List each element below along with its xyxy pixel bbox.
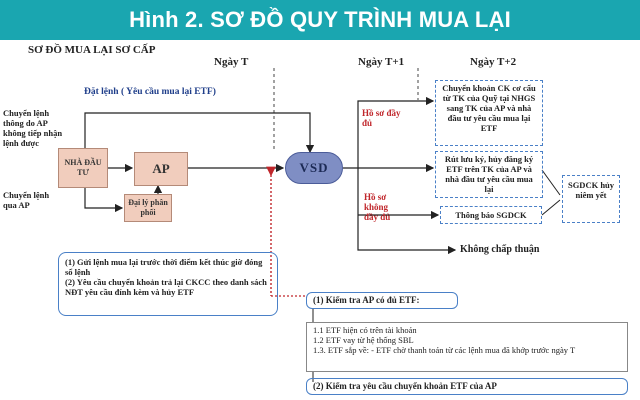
- withdraw-box: [435, 151, 543, 198]
- check-item-1: 1.1 ETF hiện có trên tài khoản: [313, 325, 417, 335]
- day-label-t1: Ngày T+1: [358, 56, 405, 68]
- distributor-label: Đại lý phân phối: [128, 198, 168, 217]
- day-label-t2: Ngày T+2: [470, 56, 517, 68]
- ap-label: AP: [152, 161, 170, 176]
- sgdck-box: [562, 175, 620, 223]
- investor-label: NHÀ ĐẦU TƯ: [64, 158, 102, 177]
- check-item-3: 1.3. ETF sắp về: - ETF chờ thanh toán từ các lệnh mua đã khớp trước ngày T: [313, 345, 576, 355]
- status-complete: Hồ sơ đầy đủ: [362, 108, 401, 128]
- investor-node[interactable]: [58, 148, 108, 188]
- vsd-node[interactable]: [285, 152, 343, 184]
- notify-box: [440, 206, 542, 224]
- check-item-2: 1.2 ETF vay từ hệ thống SBL: [313, 335, 414, 345]
- diagram-subtitle: SƠ ĐỒ MUA LẠI SƠ CẤP: [28, 44, 156, 56]
- check2-text: (2) Kiểm tra yêu cầu chuyển khoản ETF của AP: [313, 381, 497, 391]
- figure-title: Hình 2. SƠ ĐỒ QUY TRÌNH MUA LẠI: [129, 7, 511, 32]
- transfer-box: [435, 80, 543, 146]
- check1-box: [306, 292, 458, 309]
- redemption-note: [58, 252, 278, 316]
- day-label-t: Ngày T: [214, 56, 249, 68]
- status-incomplete: Hồ sơ không đầy đủ: [364, 192, 391, 222]
- check2-box: [306, 378, 628, 395]
- note-not-accepted: Chuyển lệnh thông do AP không tiếp nhận lệnh được: [3, 108, 63, 148]
- withdraw-text: Rút lưu ký, hủy đăng ký ETF trên TK của AP và nhà đầu tư yêu cầu mua lại: [444, 154, 534, 194]
- note-line-2: (2) Yêu cầu chuyển khoản trả lại CKCC theo danh sách NĐT yêu cầu đính kèm và hủy ETF: [65, 277, 267, 297]
- ap-node[interactable]: [134, 152, 188, 186]
- rejected-label: Không chấp thuận: [460, 244, 540, 255]
- notify-text: Thông báo SGDCK: [455, 210, 527, 220]
- note-line-1: (1) Gửi lệnh mua lại trước thời điểm kết thúc giờ đóng sổ lệnh: [65, 257, 263, 277]
- order-label: Đặt lệnh ( Yêu cầu mua lại ETF): [84, 87, 216, 97]
- check-items-box: [306, 322, 628, 372]
- check1-text: (1) Kiểm tra AP có đủ ETF:: [313, 295, 420, 305]
- note-via-ap: Chuyển lệnh qua AP: [3, 190, 50, 210]
- transfer-text: Chuyển khoản CK cơ cấu từ TK của Quỹ tại NHGS sang TK của AP và nhà đầu tư yêu cầu mua lại ETF: [442, 83, 536, 133]
- vsd-label: VSD: [299, 160, 329, 175]
- sgdck-text: SGDCK hủy niêm yết: [567, 180, 615, 200]
- distributor-node[interactable]: [124, 194, 172, 222]
